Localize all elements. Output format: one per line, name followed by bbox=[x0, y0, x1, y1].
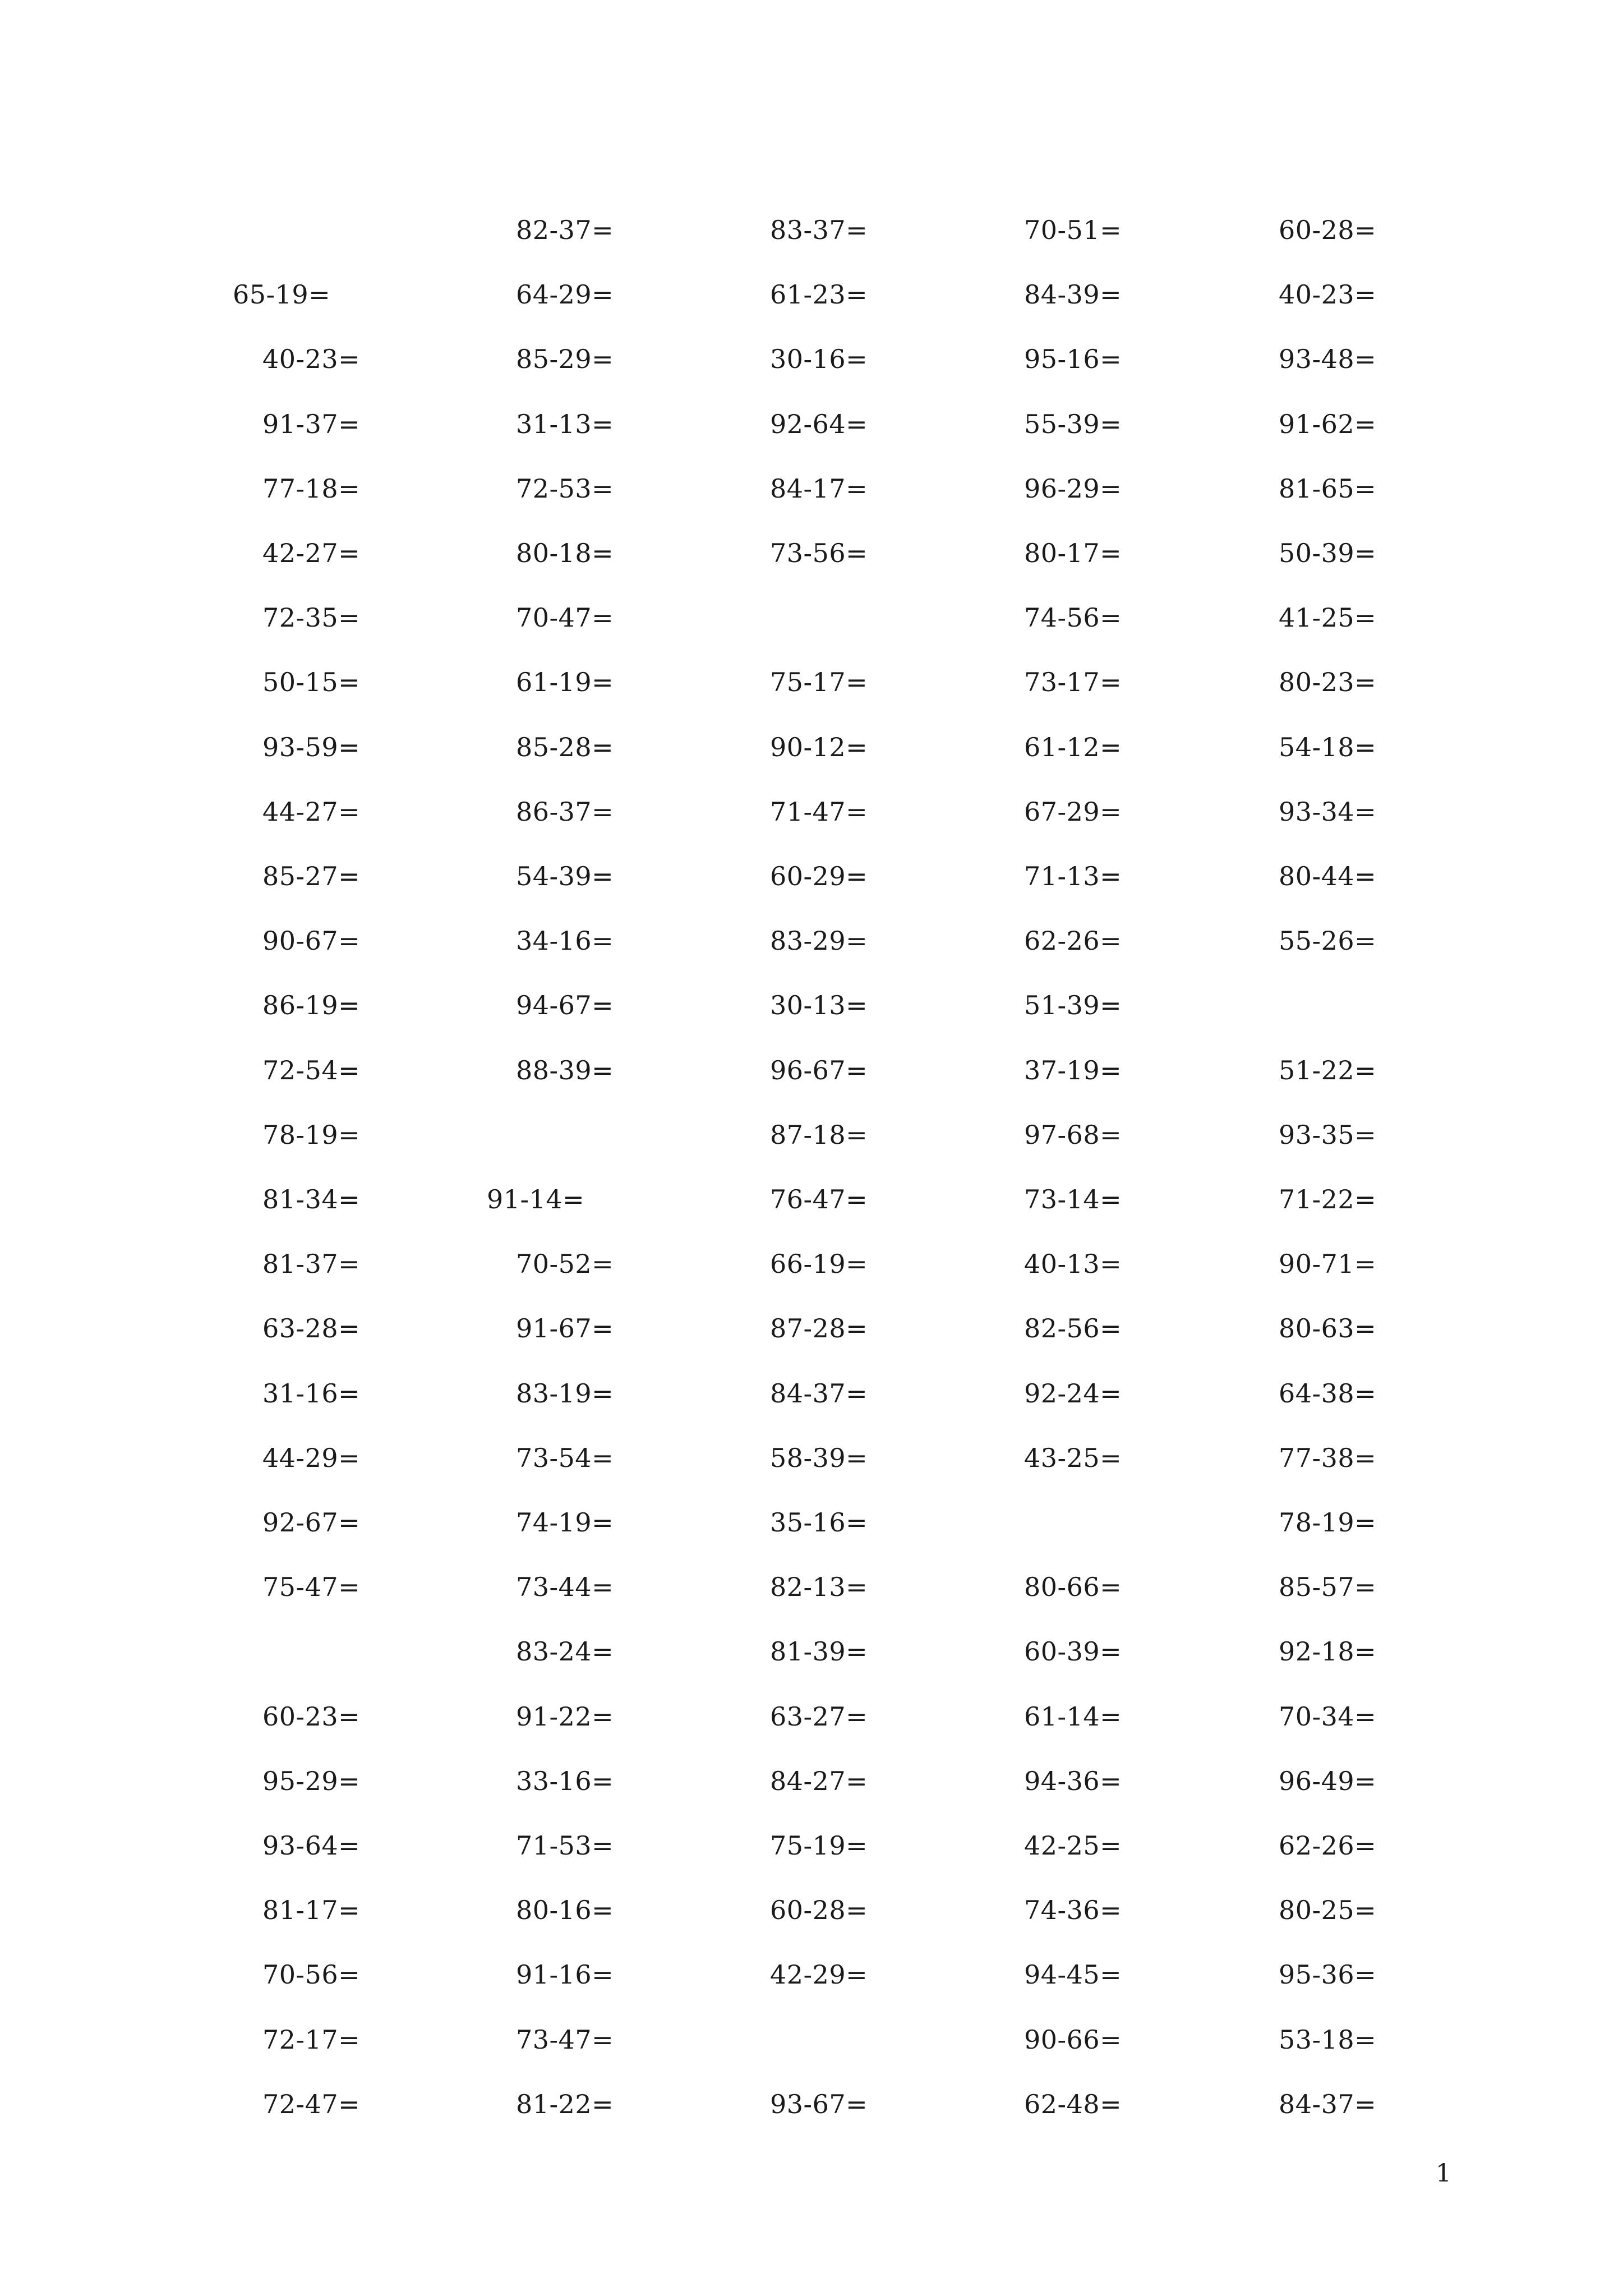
problem-row bbox=[0, 2008, 1623, 2072]
subtraction-problem: 85-28= bbox=[516, 731, 614, 762]
subtraction-problem: 92-64= bbox=[770, 408, 868, 439]
subtraction-problem: 91-22= bbox=[516, 1701, 614, 1732]
problem-row bbox=[0, 327, 1623, 392]
subtraction-problem: 60-39= bbox=[1024, 1636, 1122, 1667]
subtraction-problem: 75-17= bbox=[770, 667, 868, 698]
subtraction-problem: 72-35= bbox=[262, 602, 361, 633]
subtraction-problem: 77-38= bbox=[1279, 1442, 1377, 1473]
subtraction-problem: 70-56= bbox=[262, 1959, 361, 1990]
problem-row bbox=[0, 1619, 1623, 1684]
subtraction-problem: 71-22= bbox=[1279, 1184, 1377, 1214]
subtraction-problem: 91-14= bbox=[487, 1184, 585, 1214]
subtraction-problem: 61-19= bbox=[516, 667, 614, 698]
subtraction-problem: 43-25= bbox=[1024, 1442, 1122, 1473]
problem-row bbox=[0, 1038, 1623, 1103]
subtraction-problem: 91-67= bbox=[516, 1313, 614, 1344]
subtraction-problem: 60-29= bbox=[770, 861, 868, 891]
subtraction-problem: 81-37= bbox=[262, 1249, 361, 1280]
problem-row bbox=[0, 521, 1623, 586]
subtraction-problem: 62-48= bbox=[1024, 2088, 1122, 2119]
subtraction-problem: 80-66= bbox=[1024, 1572, 1122, 1603]
subtraction-problem: 74-56= bbox=[1024, 602, 1122, 633]
subtraction-problem: 30-13= bbox=[770, 990, 868, 1021]
problem-row bbox=[0, 1167, 1623, 1232]
subtraction-problem: 95-16= bbox=[1024, 344, 1122, 375]
subtraction-problem: 77-18= bbox=[262, 473, 361, 504]
subtraction-problem: 82-56= bbox=[1024, 1313, 1122, 1344]
subtraction-problem: 84-27= bbox=[770, 1765, 868, 1796]
subtraction-problem: 84-37= bbox=[770, 1378, 868, 1409]
subtraction-problem: 92-18= bbox=[1279, 1636, 1377, 1667]
subtraction-problem: 97-68= bbox=[1024, 1119, 1122, 1150]
problem-row bbox=[0, 1878, 1623, 1943]
subtraction-problem: 62-26= bbox=[1024, 926, 1122, 956]
subtraction-problem: 74-19= bbox=[516, 1507, 614, 1538]
subtraction-problem: 83-24= bbox=[516, 1636, 614, 1667]
problem-row bbox=[0, 1361, 1623, 1426]
subtraction-problem: 81-22= bbox=[516, 2088, 614, 2119]
subtraction-problem: 78-19= bbox=[1279, 1507, 1377, 1538]
subtraction-problem: 34-16= bbox=[516, 926, 614, 956]
subtraction-problem: 54-18= bbox=[1279, 731, 1377, 762]
subtraction-problem: 92-24= bbox=[1024, 1378, 1122, 1409]
subtraction-problem: 84-39= bbox=[1024, 279, 1122, 310]
subtraction-problem: 90-71= bbox=[1279, 1249, 1377, 1280]
subtraction-problem: 75-19= bbox=[770, 1830, 868, 1861]
problem-row bbox=[0, 1685, 1623, 1749]
subtraction-problem: 80-23= bbox=[1279, 667, 1377, 698]
subtraction-problem: 93-48= bbox=[1279, 344, 1377, 375]
subtraction-problem: 88-39= bbox=[516, 1055, 614, 1085]
subtraction-problem: 95-29= bbox=[262, 1765, 361, 1796]
subtraction-problem: 80-18= bbox=[516, 538, 614, 568]
subtraction-problem: 44-29= bbox=[262, 1442, 361, 1473]
subtraction-problem: 93-67= bbox=[770, 2088, 868, 2119]
subtraction-problem: 73-54= bbox=[516, 1442, 614, 1473]
subtraction-problem: 80-63= bbox=[1279, 1313, 1377, 1344]
subtraction-problem: 30-16= bbox=[770, 344, 868, 375]
subtraction-problem: 61-12= bbox=[1024, 731, 1122, 762]
subtraction-problem: 96-29= bbox=[1024, 473, 1122, 504]
subtraction-problem: 66-19= bbox=[770, 1249, 868, 1280]
subtraction-problem: 70-34= bbox=[1279, 1701, 1377, 1732]
subtraction-problem: 81-34= bbox=[262, 1184, 361, 1214]
subtraction-problem: 31-13= bbox=[516, 408, 614, 439]
subtraction-problem: 75-47= bbox=[262, 1572, 361, 1603]
subtraction-problem: 42-29= bbox=[770, 1959, 868, 1990]
subtraction-problem: 94-67= bbox=[516, 990, 614, 1021]
subtraction-problem: 72-54= bbox=[262, 1055, 361, 1085]
subtraction-problem: 93-59= bbox=[262, 731, 361, 762]
subtraction-problem: 50-39= bbox=[1279, 538, 1377, 568]
subtraction-problem: 42-25= bbox=[1024, 1830, 1122, 1861]
subtraction-problem: 62-26= bbox=[1279, 1830, 1377, 1861]
subtraction-problem: 72-53= bbox=[516, 473, 614, 504]
problem-row bbox=[0, 1555, 1623, 1619]
subtraction-problem: 73-14= bbox=[1024, 1184, 1122, 1214]
subtraction-problem: 71-53= bbox=[516, 1830, 614, 1861]
subtraction-problem: 81-17= bbox=[262, 1895, 361, 1926]
subtraction-problem: 51-22= bbox=[1279, 1055, 1377, 1085]
subtraction-problem: 70-51= bbox=[1024, 215, 1122, 245]
subtraction-problem: 90-67= bbox=[262, 926, 361, 956]
problem-row bbox=[0, 263, 1623, 327]
subtraction-problem: 76-47= bbox=[770, 1184, 868, 1214]
subtraction-problem: 95-36= bbox=[1279, 1959, 1377, 1990]
subtraction-problem: 83-29= bbox=[770, 926, 868, 956]
subtraction-problem: 78-19= bbox=[262, 1119, 361, 1150]
subtraction-problem: 86-19= bbox=[262, 990, 361, 1021]
subtraction-problem: 82-13= bbox=[770, 1572, 868, 1603]
subtraction-problem: 96-49= bbox=[1279, 1765, 1377, 1796]
subtraction-problem: 91-62= bbox=[1279, 408, 1377, 439]
subtraction-problem: 51-39= bbox=[1024, 990, 1122, 1021]
problem-row bbox=[0, 1814, 1623, 1878]
subtraction-problem: 90-12= bbox=[770, 731, 868, 762]
subtraction-problem: 37-19= bbox=[1024, 1055, 1122, 1085]
problem-row bbox=[0, 2072, 1623, 2137]
subtraction-problem: 94-36= bbox=[1024, 1765, 1122, 1796]
subtraction-problem: 73-56= bbox=[770, 538, 868, 568]
subtraction-problem: 72-17= bbox=[262, 2024, 361, 2055]
problem-row bbox=[0, 844, 1623, 909]
subtraction-problem: 80-16= bbox=[516, 1895, 614, 1926]
subtraction-problem: 87-28= bbox=[770, 1313, 868, 1344]
subtraction-problem: 33-16= bbox=[516, 1765, 614, 1796]
subtraction-problem: 72-47= bbox=[262, 2088, 361, 2119]
subtraction-problem: 55-39= bbox=[1024, 408, 1122, 439]
subtraction-problem: 86-37= bbox=[516, 796, 614, 827]
subtraction-problem: 35-16= bbox=[770, 1507, 868, 1538]
subtraction-problem: 70-52= bbox=[516, 1249, 614, 1280]
subtraction-problem: 65-19= bbox=[233, 279, 331, 310]
subtraction-problem: 60-28= bbox=[770, 1895, 868, 1926]
subtraction-problem: 84-37= bbox=[1279, 2088, 1377, 2119]
subtraction-problem: 54-39= bbox=[516, 861, 614, 891]
subtraction-problem: 91-37= bbox=[262, 408, 361, 439]
subtraction-problem: 61-14= bbox=[1024, 1701, 1122, 1732]
subtraction-problem: 80-17= bbox=[1024, 538, 1122, 568]
subtraction-problem: 83-19= bbox=[516, 1378, 614, 1409]
subtraction-problem: 84-17= bbox=[770, 473, 868, 504]
subtraction-problem: 40-23= bbox=[262, 344, 361, 375]
subtraction-problem: 64-38= bbox=[1279, 1378, 1377, 1409]
subtraction-problem: 85-27= bbox=[262, 861, 361, 891]
problem-row bbox=[0, 973, 1623, 1038]
problem-row bbox=[0, 715, 1623, 780]
problem-row bbox=[0, 1103, 1623, 1167]
problem-row bbox=[0, 392, 1623, 457]
subtraction-problem: 41-25= bbox=[1279, 602, 1377, 633]
subtraction-problem: 60-23= bbox=[262, 1701, 361, 1732]
problem-row bbox=[0, 1943, 1623, 2007]
subtraction-problem: 50-15= bbox=[262, 667, 361, 698]
subtraction-problem: 40-23= bbox=[1279, 279, 1377, 310]
subtraction-problem: 91-16= bbox=[516, 1959, 614, 1990]
subtraction-problem: 73-44= bbox=[516, 1572, 614, 1603]
problem-row bbox=[0, 1749, 1623, 1814]
subtraction-problem: 40-13= bbox=[1024, 1249, 1122, 1280]
subtraction-problem: 63-28= bbox=[262, 1313, 361, 1344]
subtraction-problem: 93-35= bbox=[1279, 1119, 1377, 1150]
subtraction-problem: 81-39= bbox=[770, 1636, 868, 1667]
subtraction-problem: 80-44= bbox=[1279, 861, 1377, 891]
subtraction-problem: 80-25= bbox=[1279, 1895, 1377, 1926]
subtraction-problem: 64-29= bbox=[516, 279, 614, 310]
problem-row bbox=[0, 780, 1623, 844]
problem-row bbox=[0, 1490, 1623, 1555]
subtraction-problem: 44-27= bbox=[262, 796, 361, 827]
subtraction-problem: 70-47= bbox=[516, 602, 614, 633]
subtraction-problem: 73-17= bbox=[1024, 667, 1122, 698]
subtraction-problem: 90-66= bbox=[1024, 2024, 1122, 2055]
page-number: 1 bbox=[1436, 2159, 1451, 2188]
problem-row bbox=[0, 457, 1623, 521]
subtraction-problem: 82-37= bbox=[516, 215, 614, 245]
subtraction-problem: 67-29= bbox=[1024, 796, 1122, 827]
subtraction-problem: 31-16= bbox=[262, 1378, 361, 1409]
problem-row bbox=[0, 650, 1623, 715]
problem-row bbox=[0, 1296, 1623, 1361]
subtraction-problem: 81-65= bbox=[1279, 473, 1377, 504]
subtraction-problem: 96-67= bbox=[770, 1055, 868, 1085]
subtraction-problem: 93-64= bbox=[262, 1830, 361, 1861]
subtraction-problem: 60-28= bbox=[1279, 215, 1377, 245]
subtraction-problem: 85-57= bbox=[1279, 1572, 1377, 1603]
subtraction-problem: 94-45= bbox=[1024, 1959, 1122, 1990]
subtraction-problem: 87-18= bbox=[770, 1119, 868, 1150]
subtraction-problem: 63-27= bbox=[770, 1701, 868, 1732]
problem-row bbox=[0, 909, 1623, 973]
subtraction-problem: 93-34= bbox=[1279, 796, 1377, 827]
problem-row bbox=[0, 1426, 1623, 1490]
subtraction-problem: 58-39= bbox=[770, 1442, 868, 1473]
subtraction-problem: 73-47= bbox=[516, 2024, 614, 2055]
subtraction-problem: 71-47= bbox=[770, 796, 868, 827]
subtraction-problem: 61-23= bbox=[770, 279, 868, 310]
subtraction-problem: 71-13= bbox=[1024, 861, 1122, 891]
subtraction-problem: 74-36= bbox=[1024, 1895, 1122, 1926]
subtraction-problem: 42-27= bbox=[262, 538, 361, 568]
problem-row bbox=[0, 586, 1623, 650]
problem-row bbox=[0, 1232, 1623, 1296]
problem-row bbox=[0, 198, 1623, 263]
subtraction-problem: 83-37= bbox=[770, 215, 868, 245]
subtraction-problem: 53-18= bbox=[1279, 2024, 1377, 2055]
subtraction-problem: 92-67= bbox=[262, 1507, 361, 1538]
subtraction-problem: 85-29= bbox=[516, 344, 614, 375]
subtraction-problem: 55-26= bbox=[1279, 926, 1377, 956]
